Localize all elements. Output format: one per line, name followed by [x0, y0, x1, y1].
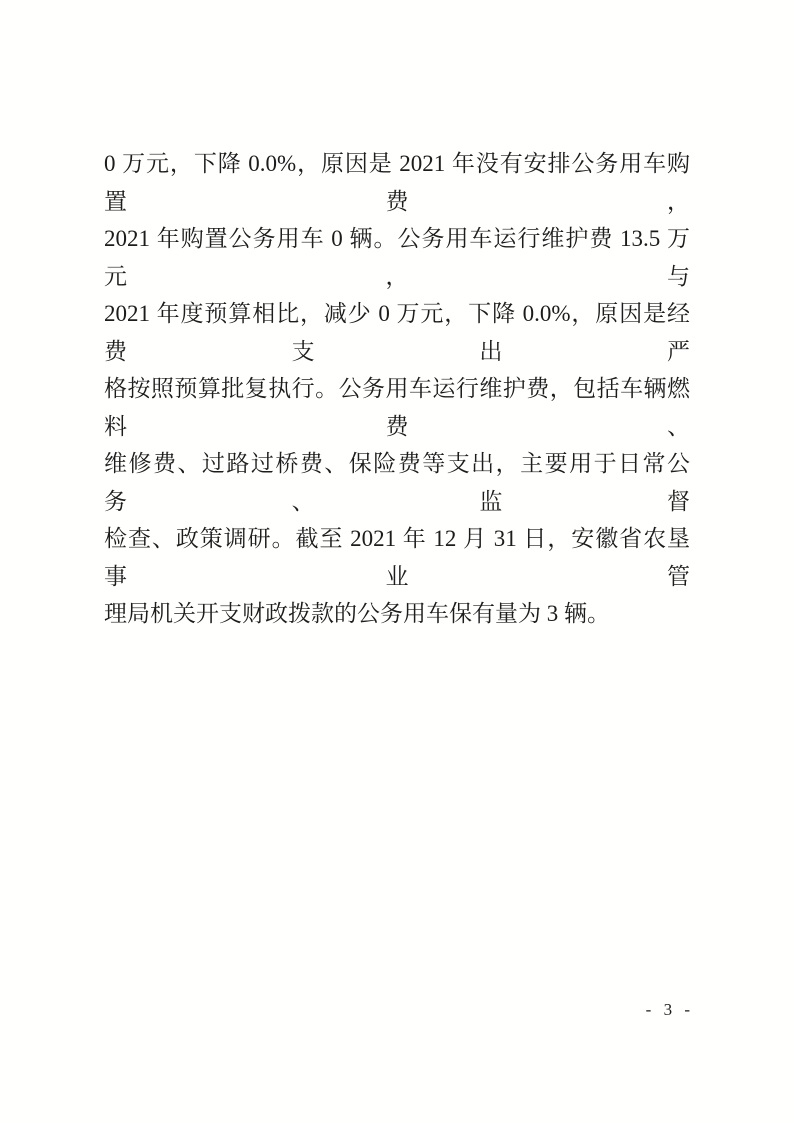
paragraph-line: 格按照预算批复执行。公务用车运行维护费，包括车辆燃料费、 [104, 376, 690, 439]
paragraph-line: 维修费、过路过桥费、保险费等支出，主要用于日常公务、监督 [104, 451, 690, 514]
paragraph-line: 0 万元，下降 0.0%，原因是 2021 年没有安排公务用车购置费， [104, 151, 690, 214]
paragraph-line: 检查、政策调研。截至 2021 年 12 月 31 日，安徽省农垦事业管 [104, 526, 690, 589]
body-paragraph [104, 145, 690, 633]
paragraph-line: 2021 年购置公务用车 0 辆。公务用车运行维护费 13.5 万元，与 [104, 226, 690, 289]
page-number: - 3 - [645, 1000, 694, 1019]
paragraph-line: 理局机关开支财政拨款的公务用车保有量为 3 辆。 [104, 601, 610, 626]
paragraph-line: 2021 年度预算相比，减少 0 万元，下降 0.0%，原因是经费支出严 [104, 301, 690, 364]
